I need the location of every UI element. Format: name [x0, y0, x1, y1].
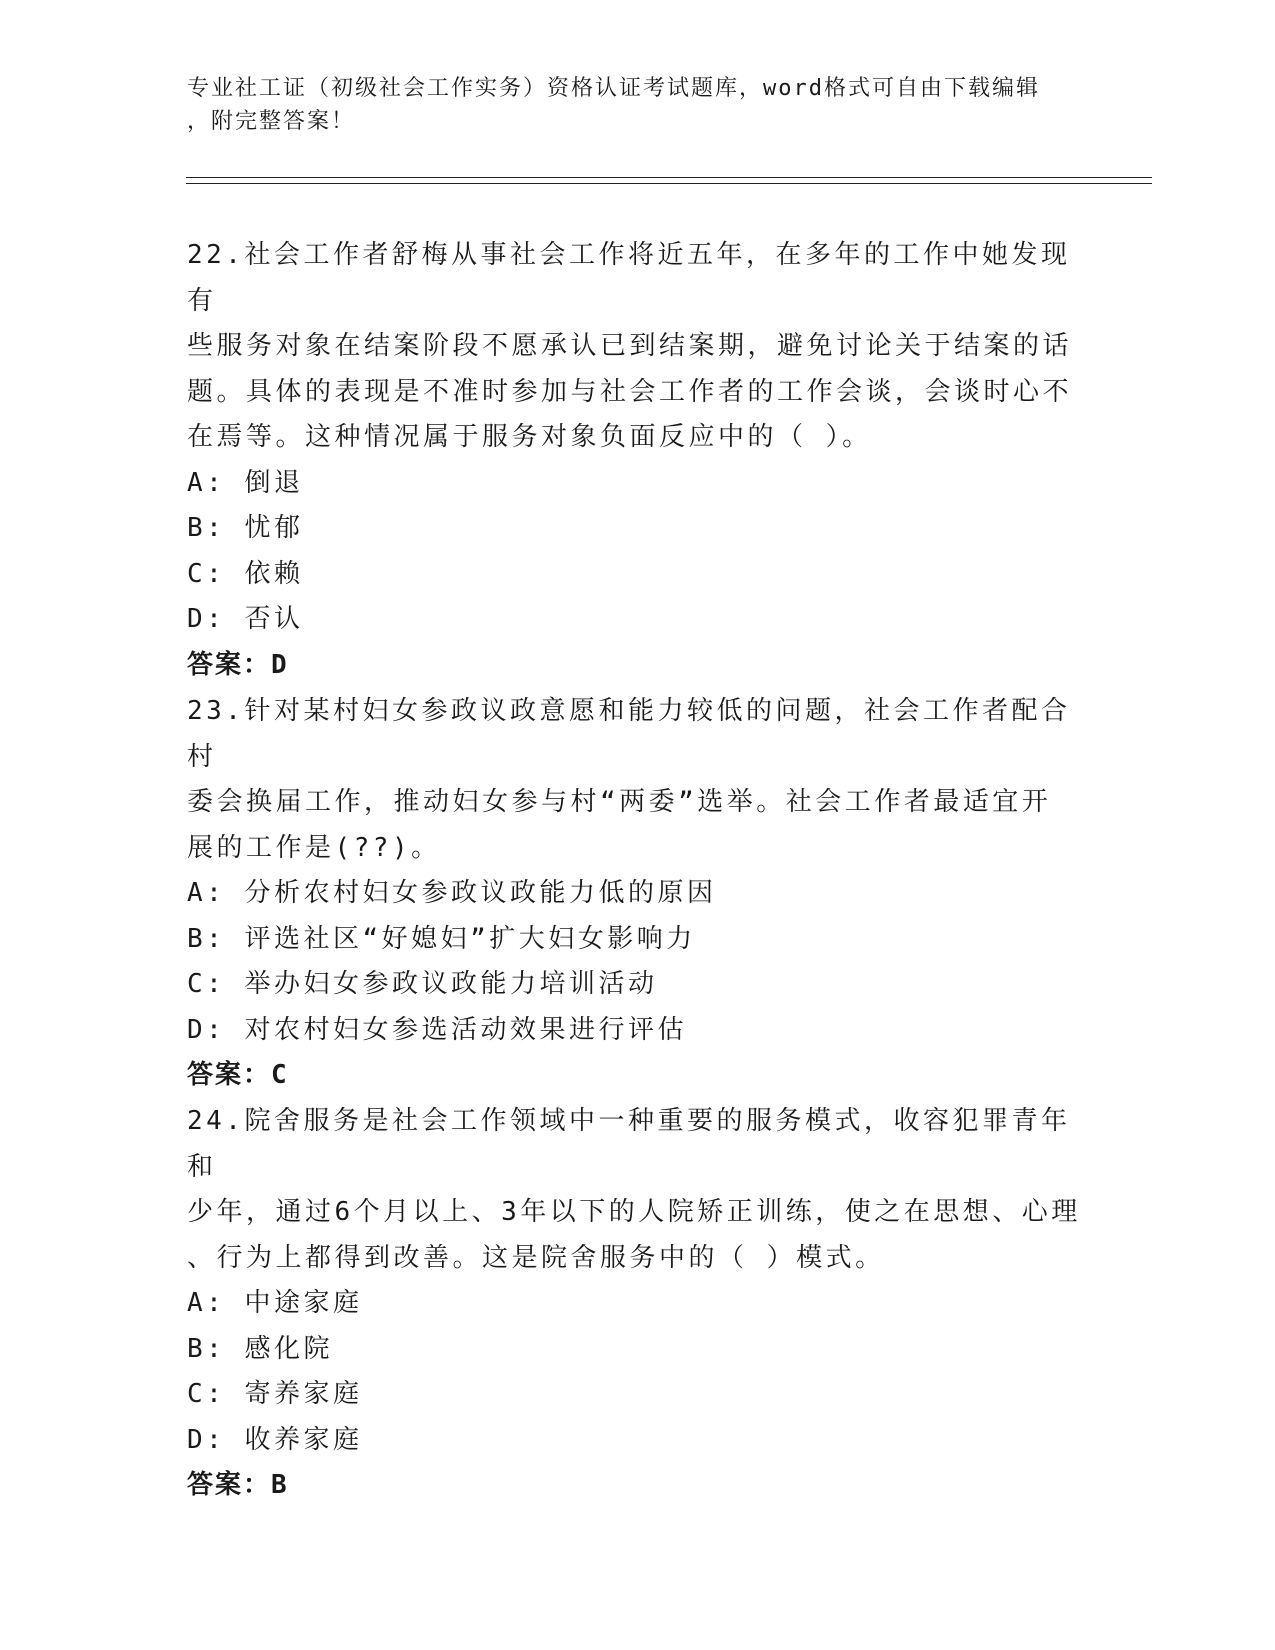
header-title-line-1: 专业社工证（初级社会工作实务）资格认证考试题库，word格式可自由下载编辑 [187, 76, 1040, 101]
question-stem-line: 23.针对某村妇女参政议政意愿和能力较低的问题，社会工作者配合村 [187, 696, 1071, 772]
header-divider-bottom [186, 183, 1152, 184]
question-stem-line: 在焉等。这种情况属于服务对象负面反应中的（ ）。 [187, 422, 872, 452]
option-d: D: 否认 [187, 604, 304, 634]
question-stem-line: 24.院舍服务是社会工作领域中一种重要的服务模式，收容犯罪青年和 [187, 1106, 1071, 1182]
option-a: A: 倒退 [187, 467, 304, 498]
option-d: D: 收养家庭 [187, 1424, 363, 1455]
question-stem-line: 展的工作是(??)。 [187, 832, 441, 863]
option-b: B: 忧郁 [187, 513, 304, 543]
question-23 [187, 689, 1087, 1099]
answer-line: 答案：D [187, 649, 289, 680]
option-d: D: 对农村妇女参选活动效果进行评估 [187, 1014, 687, 1045]
option-c: C: 依赖 [187, 558, 304, 589]
option-c: C: 寄养家庭 [187, 1379, 363, 1409]
question-stem-line: 些服务对象在结案阶段不愿承认已到结案期，避免讨论关于结案的话 [187, 331, 1073, 361]
question-stem-line: 题。具体的表现是不准时参加与社会工作者的工作会谈，会谈时心不 [187, 376, 1073, 407]
option-a: A: 分析农村妇女参政议政能力低的原因 [187, 878, 717, 908]
answer-line: 答案：C [187, 1060, 289, 1090]
header-divider-top [186, 177, 1152, 178]
question-22 [187, 233, 1087, 688]
option-a: A: 中途家庭 [187, 1288, 363, 1318]
question-24 [187, 1099, 1087, 1509]
question-stem-line: 委会换届工作，推动妇女参与村“两委”选举。社会工作者最适宜开 [187, 787, 1052, 817]
header-title-line-2: ，附完整答案！ [187, 109, 356, 134]
question-stem-line: 少年，通过6个月以上、3年以下的人院矫正训练，使之在思想、心理 [187, 1197, 1081, 1227]
option-c: C: 举办妇女参政议政能力培训活动 [187, 969, 658, 999]
question-stem-line: 22.社会工作者舒梅从事社会工作将近五年，在多年的工作中她发现有 [187, 240, 1071, 316]
option-b: B: 评选社区“好媳妇”扩大妇女影响力 [187, 923, 696, 954]
document-header [187, 72, 1067, 138]
option-b: B: 感化院 [187, 1333, 333, 1364]
answer-line: 答案：B [187, 1470, 289, 1500]
question-stem-line: 、行为上都得到改善。这是院舍服务中的（ ）模式。 [187, 1242, 885, 1273]
